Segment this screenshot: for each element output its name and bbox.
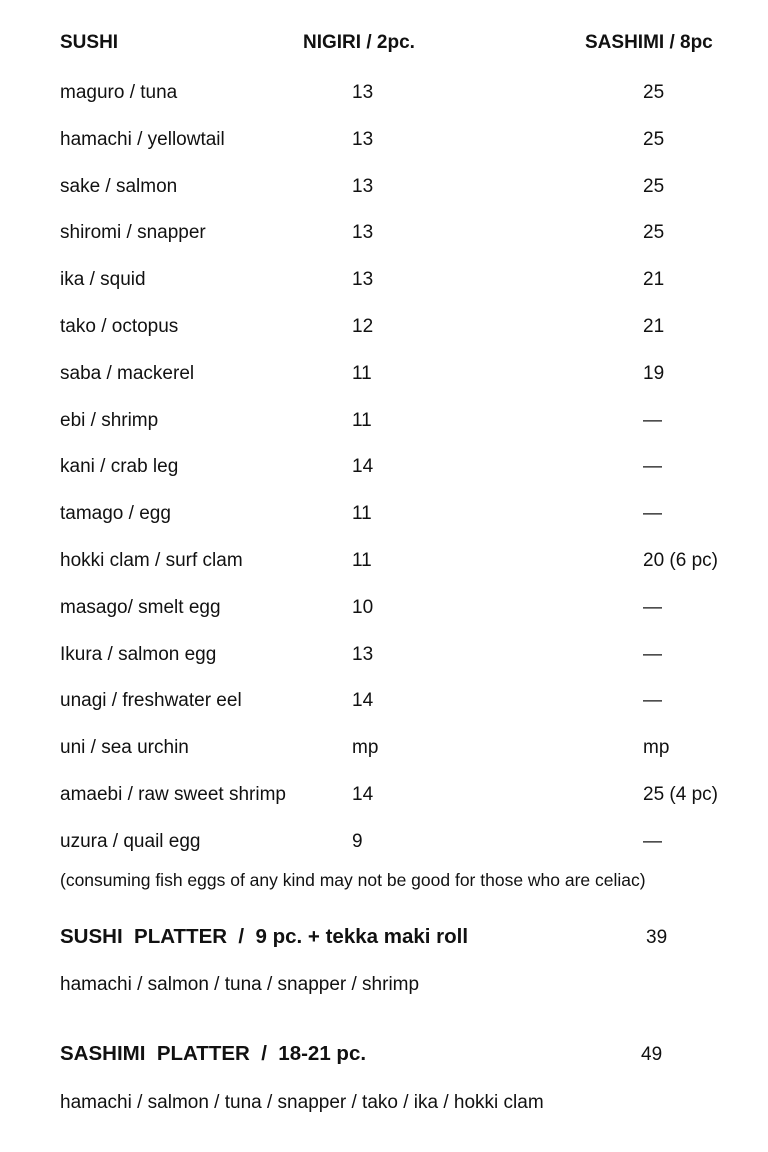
menu-item-row xyxy=(0,829,768,876)
item-nigiri-price: mp xyxy=(352,737,379,759)
item-nigiri-price: 12 xyxy=(352,315,374,337)
item-sashimi-price: — xyxy=(643,643,662,665)
item-name: ika / squid xyxy=(60,269,146,291)
item-sashimi-price: — xyxy=(643,596,662,618)
item-name: maguro / tuna xyxy=(60,82,178,103)
item-sashimi-price: 21 xyxy=(643,315,665,337)
celiac-note: (consuming fish eggs of any kind may not be good for those who are celiac) xyxy=(60,870,646,890)
item-name: hamachi / yellowtail xyxy=(60,128,225,150)
item-name: uni / sea urchin xyxy=(60,737,189,759)
item-nigiri-price: 13 xyxy=(352,175,374,197)
header-nigiri: NIGIRI / 2pc. xyxy=(303,32,415,53)
item-name: ebi / shrimp xyxy=(60,409,159,431)
item-name: amaebi / raw sweet shrimp xyxy=(60,783,286,805)
sushi-platter-title: SUSHI PLATTER / 9 pc. + tekka maki roll xyxy=(60,925,469,948)
item-sashimi-price: — xyxy=(643,830,662,852)
menu-item-row xyxy=(0,688,768,735)
menu-item-row xyxy=(0,408,768,455)
item-sashimi-price: — xyxy=(643,690,662,712)
menu-item-row xyxy=(0,80,768,127)
sashimi-platter-price: 49 xyxy=(641,1044,663,1065)
item-name: hokki clam / surf clam xyxy=(60,549,243,571)
item-nigiri-price: 11 xyxy=(352,503,372,525)
item-sashimi-price: 21 xyxy=(643,269,665,291)
menu-item-row xyxy=(0,595,768,642)
item-nigiri-price: 14 xyxy=(352,690,374,712)
menu-item-row xyxy=(0,174,768,221)
item-name: tako / octopus xyxy=(60,315,179,337)
menu-item-row xyxy=(0,642,768,689)
menu-item-row xyxy=(0,454,768,501)
item-name: unagi / freshwater eel xyxy=(60,690,242,712)
menu-item-row xyxy=(0,127,768,174)
item-sashimi-price: 25 xyxy=(643,175,665,197)
header-sushi: SUSHI xyxy=(60,32,119,53)
sushi-item-list xyxy=(0,80,768,876)
item-nigiri-price: 14 xyxy=(352,456,374,478)
item-sashimi-price: mp xyxy=(643,737,670,759)
menu-header xyxy=(0,32,768,60)
item-nigiri-price: 11 xyxy=(352,362,372,384)
item-sashimi-price: — xyxy=(643,503,662,525)
item-name: sake / salmon xyxy=(60,175,178,197)
item-nigiri-price: 14 xyxy=(352,783,374,805)
sushi-platter-price: 39 xyxy=(646,927,668,948)
item-name: masago/ smelt egg xyxy=(60,596,221,618)
item-name: saba / mackerel xyxy=(60,362,195,384)
item-nigiri-price: 13 xyxy=(352,222,374,244)
item-sashimi-price: 25 xyxy=(643,82,665,103)
item-nigiri-price: 13 xyxy=(352,643,374,665)
item-name: uzura / quail egg xyxy=(60,830,201,852)
item-sashimi-price: 19 xyxy=(643,362,665,384)
item-name: Ikura / salmon egg xyxy=(60,643,217,665)
menu-item-row xyxy=(0,501,768,548)
item-nigiri-price: 13 xyxy=(352,269,374,291)
item-nigiri-price: 13 xyxy=(352,82,374,103)
item-nigiri-price: 13 xyxy=(352,128,374,150)
item-nigiri-price: 9 xyxy=(352,830,363,852)
sashimi-platter-title: SASHIMI PLATTER / 18-21 pc. xyxy=(60,1042,367,1065)
menu-item-row xyxy=(0,267,768,314)
item-nigiri-price: 11 xyxy=(352,549,372,571)
menu-item-row xyxy=(0,782,768,829)
sashimi-platter-description: hamachi / salmon / tuna / snapper / tako / ika / hokki clam xyxy=(60,1092,544,1113)
menu-item-row xyxy=(0,314,768,361)
item-sashimi-price: — xyxy=(643,456,662,478)
item-sashimi-price: 25 (4 pc) xyxy=(643,783,718,805)
menu-item-row xyxy=(0,735,768,782)
item-nigiri-price: 10 xyxy=(352,596,374,618)
item-sashimi-price: 20 (6 pc) xyxy=(643,549,718,571)
item-nigiri-price: 11 xyxy=(352,409,372,431)
item-sashimi-price: 25 xyxy=(643,222,665,244)
menu-item-row xyxy=(0,220,768,267)
item-sashimi-price: 25 xyxy=(643,128,665,150)
item-name: kani / crab leg xyxy=(60,456,179,478)
item-name: tamago / egg xyxy=(60,503,171,525)
item-name: shiromi / snapper xyxy=(60,222,206,244)
header-sashimi: SASHIMI / 8pc xyxy=(585,32,713,53)
menu-item-row xyxy=(0,548,768,595)
item-sashimi-price: — xyxy=(643,409,662,431)
sushi-platter-description: hamachi / salmon / tuna / snapper / shrimp xyxy=(60,974,420,995)
menu-item-row xyxy=(0,361,768,408)
